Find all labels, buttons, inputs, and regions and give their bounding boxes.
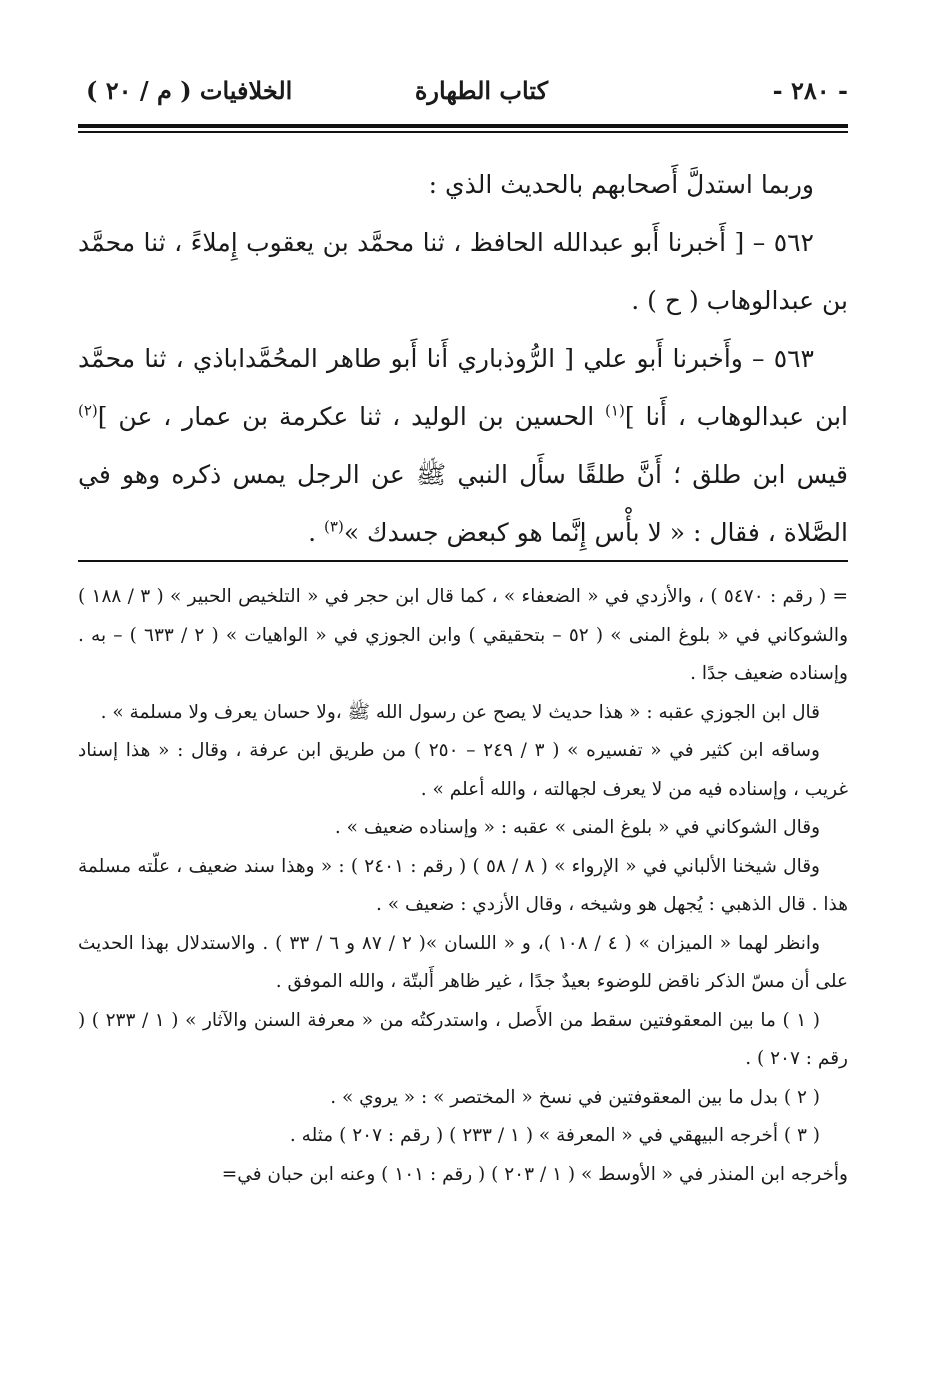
footnote-ref-2: (٢) [78, 401, 98, 420]
page-number: - ٢٨٠ - [772, 76, 848, 105]
running-header [78, 72, 848, 116]
footnote-paragraph: وقال الشوكاني في « بلوغ المنى » عقبه : « وإسناده ضعيف » . [334, 817, 820, 838]
footnote-paragraph: قال ابن الجوزي عقبه : « هذا حديث لا يصح عن رسول الله ﷺ ،ولا حسان يعرف ولا مسلمة » . [100, 701, 820, 723]
hadith-563 [78, 330, 848, 562]
footnote-continuation: = ( رقم : ٥٤٧٠ ) ، والأزدي في « الضعفاء » ، كما قال ابن حجر في « التلخيص الحبير » ( ٣ / ١٨٨ ) والشوكاني في « بلوغ المنى » ( ٥٢ – بتحقيقي ) وابن الجوزي في « الواهيات » ( ٢ / ٦٣٣ ) – به . وإسناده ضعيف جدًا . [78, 586, 848, 684]
running-subtitle: الخلافيات ( م / ٢٠ ) [86, 76, 293, 105]
header-rule-thin [78, 131, 848, 133]
footnote-3-continued: وأخرجه ابن المنذر في « الأوسط » ( ١ / ٢٠٣ ) ( رقم : ١٠١ ) وعنه ابن حبان في= [221, 1163, 848, 1185]
hadith-563-part-c: قيس ابن طلق ؛ أَنَّ طلقًا سأَل النبي ﷺ عن الرجل يمس ذكره وهو في الصَّلاة ، فقال : « لا بأْس إِنَّما هو كبعض جسدك » [78, 460, 848, 547]
hadith-563-part-b: الحسين بن الوليد ، ثنا عكرمة بن عمار ، عن ] [97, 402, 606, 431]
hadith-562: ٥٦٢ – [ أَخبرنا أَبو عبدالله الحافظ ، ثنا محمَّد بن يعقوب إِملاءً ، ثنا محمَّد بن عبدالوهاب ( ح ) . [78, 228, 848, 315]
book-page [78, 0, 848, 1387]
intro-paragraph: وربما استدلَّ أَصحابهم بالحديث الذي : [428, 170, 814, 199]
footnote-3: ( ٣ ) أخرجه البيهقي في « المعرفة » ( ١ / ٢٣٣ ) ( رقم : ٢٠٧ ) مثله . [289, 1125, 820, 1146]
footnote-ref-3: (٣) [324, 517, 344, 536]
footnote-ref-1: (١) [605, 401, 625, 420]
footnote-paragraph: وساقه ابن كثير في « تفسيره » ( ٣ / ٢٤٩ – ٢٥٠ ) من طريق ابن عرفة ، وقال : « هذا إسناد غريب ، وإسناده فيه من لا يعرف لجهالته ، والله أعلم » . [78, 740, 848, 800]
footnote-paragraph: وانظر لهما « الميزان » ( ٤ / ١٠٨ )، و « اللسان »( ٢ / ٨٧ و ٦ / ٣٣ ) . والاستدلال بهذا الحديث على أن مسّ الذكر ناقض للوضوء بعيدٌ جدًا ، غير ظاهر أَلبتّة ، والله الموفق . [78, 932, 848, 992]
hadith-563-end: . [308, 518, 325, 547]
footnote-divider [78, 560, 848, 562]
footnote-paragraph: وقال شيخنا الألباني في « الإرواء » ( ٨ / ٥٨ ) ( رقم : ٢٤٠١ ) : « وهذا سند ضعيف ، علّته مسلمة هذا . قال الذهبي : يُجهل هو وشيخه ، وقال الأزدي : ضعيف » . [78, 855, 848, 915]
main-text [78, 156, 848, 562]
book-title: كتاب الطهارة [414, 76, 548, 105]
header-rule-thick [78, 124, 848, 128]
footnotes [78, 578, 848, 1194]
footnote-2: ( ٢ ) بدل ما بين المعقوفتين في نسخ « المختصر » : « يروي » . [330, 1086, 820, 1108]
hadith-563-part-a: ٥٦٣ – وأَخبرنا أَبو علي [ الرُّوذباري أَنا أَبو طاهر المحُمَّداباذي ، ثنا محمَّد ابن عبدالوهاب ، أَنا ] [78, 344, 848, 431]
footnote-1: ( ١ ) ما بين المعقوفتين سقط من الأَصل ، واستدركتُه من « معرفة السنن والآثار » ( ١ / ٢٣٣ ) ( رقم : ٢٠٧ ) . [78, 1009, 848, 1069]
